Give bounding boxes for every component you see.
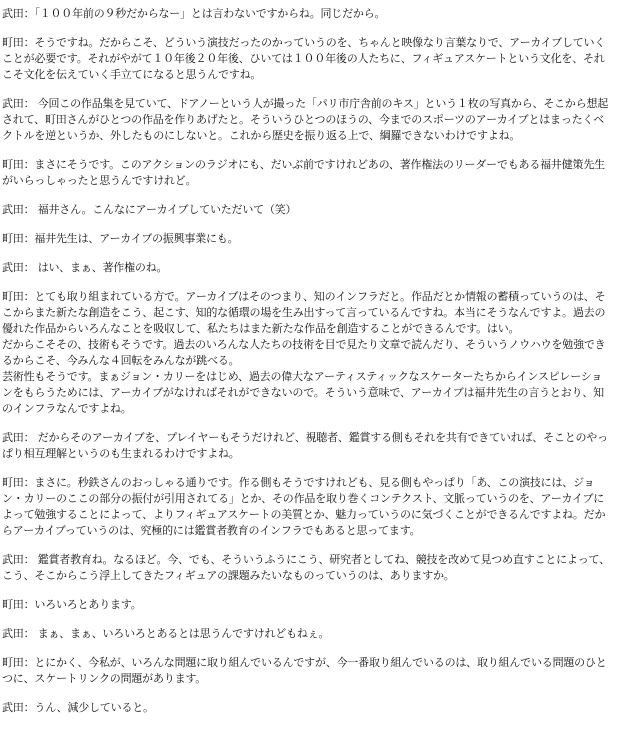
paragraph-machida: 町田：福井先生は、アーカイブの振興事業にも。: [2, 232, 239, 245]
paragraph-takeda: 武田：「１００年前の９秒だからなー」とは言わないですからね。同じだから。: [2, 7, 386, 20]
paragraph-takeda: 武田： だからそのアーカイブを、プレイヤーもそうだけれど、視聴者、鑑賞する側もそれを共有できていれば、そことのやっぱり相互理解というのも生まれるわけですよね。: [2, 431, 608, 460]
paragraph-machida: 町田：そうですね。だからこそ、どういう演技だったのかっていうのを、ちゃんと映像なり言葉なりで、アーカイブしていくことが必要です。それがやがて１０年後２０年後、ひいては１００年後の人たちに、フィギュアスケートという文化を、それこそ文化を伝えていく手立てになると思うんですね。: [2, 36, 606, 81]
paragraph-takeda: 武田：うん、減少していると。: [2, 701, 154, 714]
paragraph-takeda: 武田： 鑑賞者教育ね。なるほど。今、でも、そういうふうにこう、研究者としてね、競技を改めて見つめ直すことによって、こう、そこからこう浮上してきたフィギュアの課題みたいなものっていうのは、ありますか。: [2, 553, 610, 582]
paragraph-machida: 町田：いろいろとあります。: [2, 598, 142, 611]
paragraph-takeda: 武田： 福井さん。こんなにアーカイブしていただいて（笑）: [2, 203, 297, 216]
paragraph-machida: 町田：とても取り組まれている方で。アーカイブはそのつまり、知のインフラだと。作品だとか情報の蓄積っていうのは、そこからまた新たな創造をこう、起こす、知的な循環の場を生み出すって言っているんですね。本当にそうなんですよ。過去の優れた作品からいろんなことを吸収して、私たちはまた新たな作品を創造することができるんです。はい。 だからこそその、技術もそうです。過去のいろんな人たちの技術を目で見たり文章で読んだり、そういうノウハウを勉強できるからこそ、今みんな４回転をみんなが跳べる。 芸術性もそうです。まぁジョン・カリーをはじめ、過去の偉大なアーティスティックなスケーターたちからインスピレーションをもらうためには、アーカイブがなければそれができないので。そういう意味で、アーカイブは福井先生の言うとおり、知のインフラなんですよね。: [2, 290, 606, 415]
paragraph-takeda: 武田： はい、まぁ、著作権のね。: [2, 261, 168, 274]
paragraph-machida: 町田：とにかく、今私が、いろんな問題に取り組んでいるんですが、今一番取り組んでいるのは、取り組んでいる問題のひとつに、スケートリンクの問題があります。: [2, 656, 607, 685]
paragraph-takeda: 武田： 今回この作品集を見ていて、ドアノーという人が撮った「パリ市庁舎前のキス」という１枚の写真から、そこから想起されて、町田さんがひとつの作品を作りあげたと。そういうひとつのほうの、今までのスポーツのアーカイブとはまったくベクトルを逆というか、外したものにしないと。これから歴史を振り返る上で、綱羅できないわけですよね。: [2, 97, 609, 142]
transcript: [2, 6, 610, 729]
paragraph-takeda: 武田： まぁ、まぁ、いろいろとあるとは思うんですけれどもねぇ。: [2, 627, 330, 640]
paragraph-machida: 町田：まさにそうです。このアクションのラジオにも、だいぶ前ですけれどあの、著作権法のリーダーでもある福井健策先生がいらっしゃったと思うんですけれど。: [2, 158, 605, 187]
paragraph-machida: 町田：まさに。秒鉄さんのおっしゃる通りです。作る側もそうですけれども、見る側もやっぱり「あ、この演技には、ジョン・カリーのここの部分の振付が引用されてる」とか、その作品を取り巻くコンテクスト、文脈っていうのを、アーカイブによって勉強することによって、よりフィギュアスケートの美質とか、魅力っていうのに気づくことができるんですよね。だからアーカイブっていうのは、究極的には鑑賞者教育のインフラでもあると思ってます。: [2, 476, 606, 537]
